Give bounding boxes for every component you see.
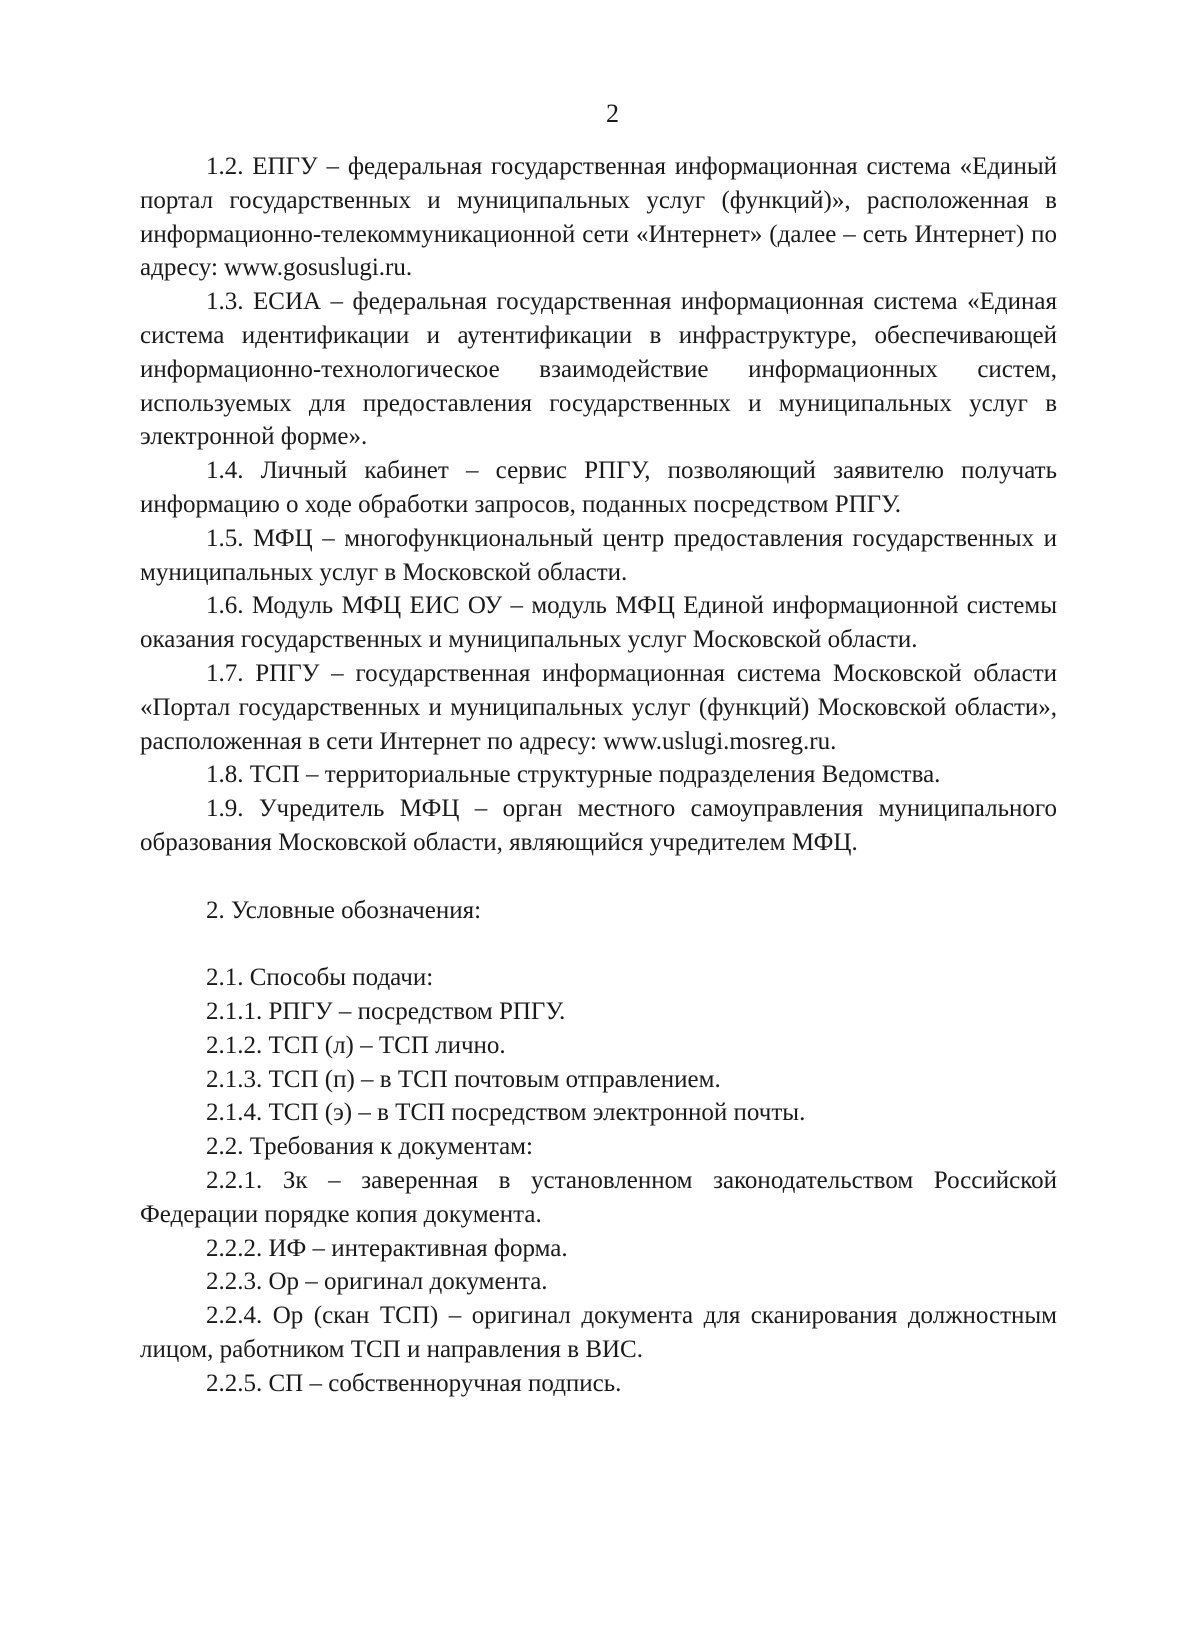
definition-1-6: 1.6. Модуль МФЦ ЕИС ОУ – модуль МФЦ Единой информационной системы оказания государственных и муниципальных услуг Московской области. — [140, 592, 1057, 654]
definition-1-3: 1.3. ЕСИА – федеральная государственная информационная система «Единая система идентификации и аутентификации в инфраструктуре, обеспечивающей информационно-технологическое взаимодействие информационных систем, используемых для предоставления государственных и муниципальных услуг в электронной форме». — [140, 288, 1057, 451]
item-2-2: 2.2. Требования к документам: — [206, 1133, 533, 1161]
definition-1-2: 1.2. ЕПГУ – федеральная государственная информационная система «Единый портал государственных и муниципальных услуг (функций)», расположенная в информационно-телекоммуникационной сети «Интернет» (далее – сеть Интернет) по адресу: www.gosuslugi.ru. — [140, 153, 1057, 282]
item-2-1-2: 2.1.2. ТСП (л) – ТСП лично. — [206, 1031, 506, 1059]
definition-1-5: 1.5. МФЦ – многофункциональный центр предоставления государственных и муниципальных услуг в Московской области. — [140, 524, 1057, 586]
item-2-1-1: 2.1.1. РПГУ – посредством РПГУ. — [206, 997, 566, 1025]
item-2-1-3: 2.1.3. ТСП (п) – в ТСП почтовым отправлением. — [206, 1065, 721, 1093]
definition-1-7: 1.7. РПГУ – государственная информационная система Московской области «Портал государственных и муниципальных услуг (функций) Московской области», расположенная в сети Интернет по адресу: www.uslugi.mosreg.ru. — [140, 659, 1057, 755]
item-2-2-2: 2.2.2. ИФ – интерактивная форма. — [206, 1234, 568, 1262]
item-2-2-1: 2.2.1. Зк – заверенная в установленном законодательством Российской Федерации порядке копия документа. — [140, 1166, 1057, 1228]
section-2-heading: 2. Условные обозначения: — [206, 896, 482, 924]
document-body — [140, 150, 1057, 1400]
item-2-1: 2.1. Способы подачи: — [206, 964, 434, 992]
definition-1-8: 1.8. ТСП – территориальные структурные подразделения Ведомства. — [206, 761, 941, 789]
definition-1-4: 1.4. Личный кабинет – сервис РПГУ, позволяющий заявителю получать информацию о ходе обработки запросов, поданных посредством РПГУ. — [140, 457, 1057, 518]
page-number: 2 — [606, 99, 619, 128]
definition-1-9: 1.9. Учредитель МФЦ – орган местного самоуправления муниципального образования Московской области, являющийся учредителем МФЦ. — [140, 795, 1057, 856]
item-2-2-3: 2.2.3. Ор – оригинал документа. — [206, 1268, 548, 1296]
item-2-2-4: 2.2.4. Ор (скан ТСП) – оригинал документа для сканирования должностным лицом, работником ТСП и направления в ВИС. — [140, 1302, 1057, 1363]
item-2-1-4: 2.1.4. ТСП (э) – в ТСП посредством электронной почты. — [206, 1099, 806, 1127]
item-2-2-5: 2.2.5. СП – собственноручная подпись. — [206, 1369, 622, 1397]
